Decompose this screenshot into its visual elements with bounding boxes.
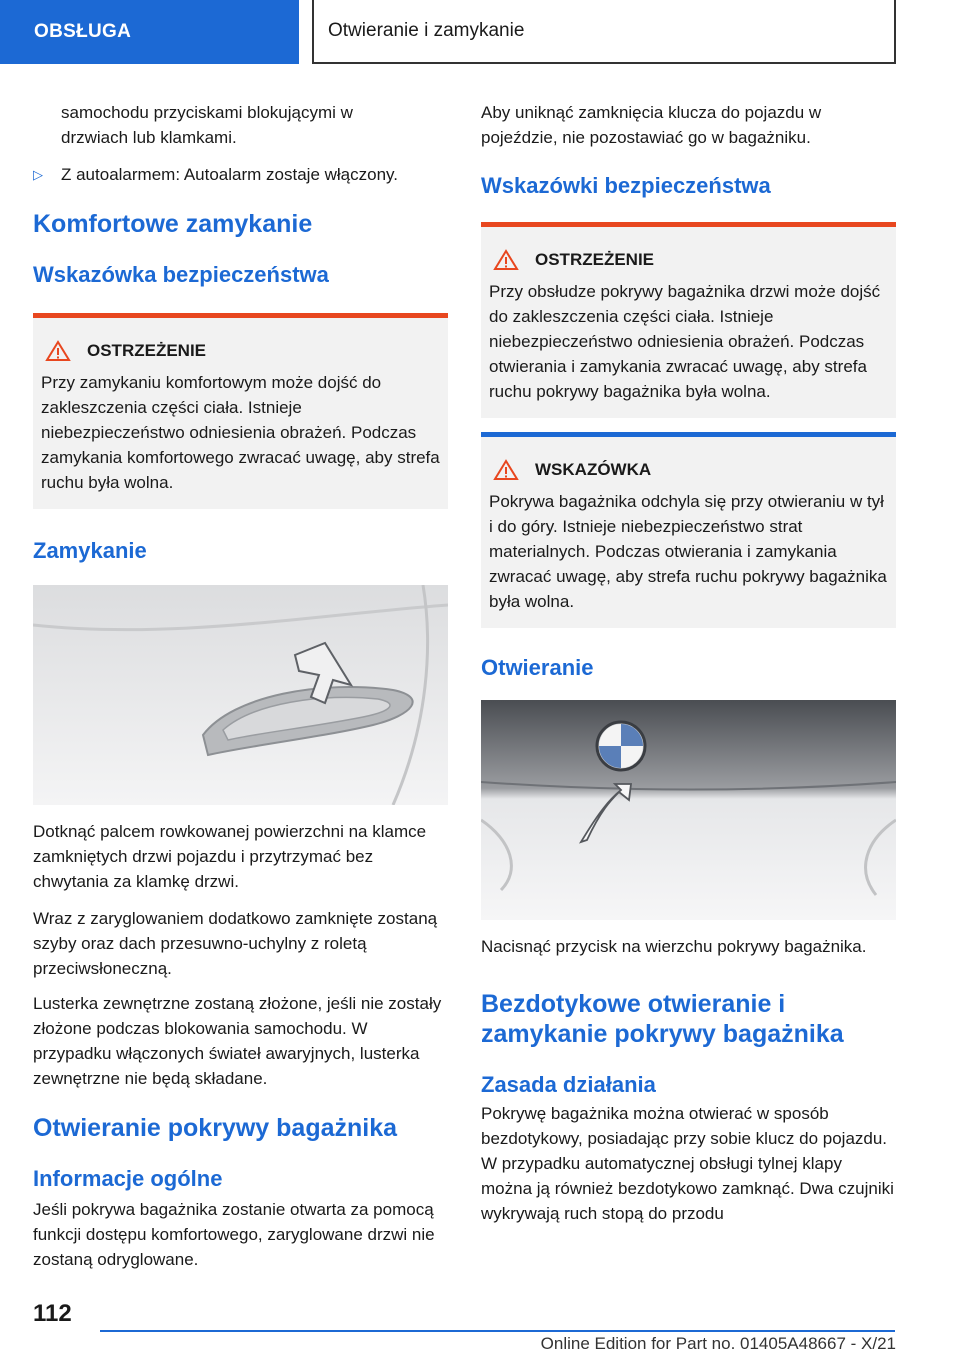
notice-title: WSKAZÓWKA — [535, 460, 652, 479]
warning-title: OSTRZEŻENIE — [535, 250, 655, 269]
intro-continuation: samochodu przyciskami blokującymi w drzwiach lub klamkami. — [61, 103, 353, 147]
touch-instruction: Dotknąć palcem rowkowanej powierzchni na klamce zamkniętych drzwi pojazdu i przytrzymać bez chwytania za klamkę drzwi. — [33, 822, 427, 891]
key-text: Aby uniknąć zamknięcia klucza do pojazdu w pojeździe, nie pozostawiać go w bagażniku. — [481, 103, 822, 147]
page-number: 112 — [33, 1300, 72, 1327]
heading-closing: Zamykanie — [33, 538, 147, 563]
bullet-text: Z autoalarmem: Autoalarm zostaje włączony. — [61, 165, 398, 184]
list-item — [33, 162, 448, 187]
notice-box — [481, 432, 896, 628]
left-column — [33, 100, 448, 1272]
triangle-bullet-icon: ▷ — [33, 167, 43, 182]
general-text: Jeśli pokrywa bagażnika zostanie otwarta za pomocą funkcji dostępu komfortowego, zaryglowane drzwi nie zostaną odryglowane. — [33, 1200, 435, 1269]
edition-note: Online Edition for Part no. 01405A48667 - X/21 — [540, 1334, 896, 1353]
heading-comfort-closing: Komfortowe zamykanie — [33, 210, 313, 238]
warning-text: Przy obsłudze pokrywy bagażnika drzwi może dojść do zakleszczenia części ciała. Istnieje niebezpieczeństwo odniesienia obrażeń. Podczas otwierania i zamykania zwracać uwagę, aby strefa ruchu pokrywy bagażnika była wolna. — [489, 282, 881, 401]
notice-text: Pokrywa bagażnika odchyla się przy otwieraniu w tył i do góry. Istnieje niebezpieczeństwo strat materialnych. Podczas otwierania i zamykania zwracać uwagę, aby strefa ruchu pokrywy bagażnika była wolna. — [489, 492, 887, 611]
tailgate-button-illustration — [481, 700, 896, 920]
principle-text: Pokrywę bagażnika można otwierać w sposób bezdotykowy, posiadając przy sobie klucz do pojazdu. W przypadku automatycznej obsługi tylnej klapy można ją również bezdotykowo zamknąć. Dwa czujniki wykrywają ruch stopą do przodu — [481, 1104, 894, 1223]
heading-opening: Otwieranie — [481, 655, 594, 680]
chapter-header — [312, 0, 896, 64]
heading-principle: Zasada działania — [481, 1072, 656, 1097]
press-instruction: Nacisnąć przycisk na wierzchu pokrywy bagażnika. — [481, 937, 867, 956]
heading-contactless: Bezdotykowe otwieranie i zamykanie pokrywy bagażnika — [481, 990, 844, 1048]
heading-general-info: Informacje ogólne — [33, 1166, 223, 1191]
windows-text: Wraz z zaryglowaniem dodatkowo zamknięte zostaną szyby oraz dach przesuwno-uchylny z roletą przeciwsłoneczną. — [33, 909, 438, 978]
warning-box — [33, 313, 448, 509]
notice-triangle-icon — [493, 459, 519, 481]
section-tab[interactable] — [0, 0, 299, 64]
heading-safety-note: Wskazówka bezpieczeństwa — [33, 262, 329, 287]
door-handle-illustration — [33, 585, 448, 805]
mirrors-text: Lusterka zewnętrzne zostaną złożone, jeśli nie zostały złożone podczas blokowania samochodu. W przypadku włączonych świateł awaryjnych, lusterka zewnętrzne nie będą składane. — [33, 994, 442, 1088]
warning-title: OSTRZEŻENIE — [87, 341, 207, 360]
warning-triangle-icon — [493, 249, 519, 271]
footer-divider — [100, 1330, 895, 1332]
warning-box — [481, 222, 896, 418]
heading-tailgate-opening: Otwieranie pokrywy bagażnika — [33, 1114, 398, 1142]
section-label: OBSŁUGA — [34, 21, 132, 42]
heading-safety-notes: Wskazówki bezpieczeństwa — [481, 173, 771, 198]
warning-text: Przy zamykaniu komfortowym może dojść do zakleszczenia części ciała. Istnieje niebezpieczeństwo odniesienia obrażeń. Podczas zamykania komfortowego zwracać uwagę, aby strefa ruchu była wolna. — [41, 373, 440, 492]
chapter-title: Otwieranie i zamykanie — [328, 20, 525, 41]
right-column — [481, 100, 896, 1226]
warning-triangle-icon — [45, 340, 71, 362]
